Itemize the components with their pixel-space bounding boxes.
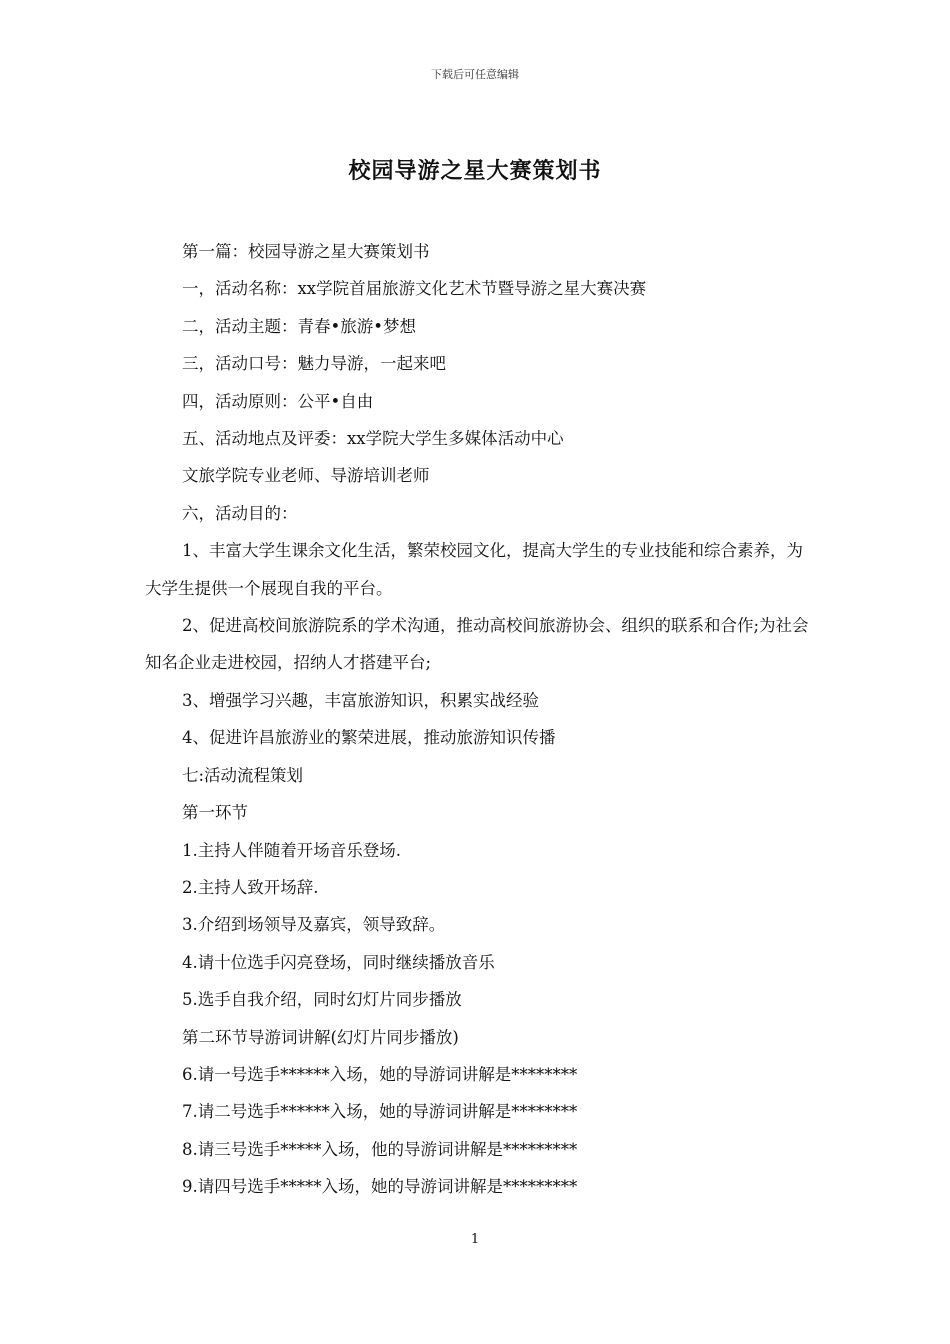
document-title: 校园导游之星大赛策划书 bbox=[348, 158, 602, 184]
paragraph: 4、促进许昌旅游业的繁荣进展，推动旅游知识传播 bbox=[182, 728, 556, 748]
document-body bbox=[145, 233, 810, 1206]
paragraph: 9.请四号选手*****入场，她的导游词讲解是********* bbox=[182, 1177, 578, 1197]
paragraph: 1.主持人伴随着开场音乐登场. bbox=[182, 840, 401, 860]
paragraph: 2、促进高校间旅游院系的学术沟通，推动高校间旅游协会、组织的联系和合作;为社会知名企业走进校园，招纳人才搭建平台; bbox=[145, 616, 809, 673]
paragraph: 3.介绍到场领导及嘉宾，领导致辞。 bbox=[182, 915, 446, 935]
paragraph: 五、活动地点及评委：xx学院大学生多媒体活动中心 bbox=[182, 429, 564, 449]
paragraph: 七:活动流程策划 bbox=[182, 765, 304, 785]
paragraph: 第二环节导游词讲解(幻灯片同步播放) bbox=[182, 1027, 459, 1047]
paragraph: 6.请一号选手******入场，她的导游词讲解是******** bbox=[182, 1064, 578, 1084]
paragraph: 8.请三号选手*****入场，他的导游词讲解是********* bbox=[182, 1139, 578, 1159]
paragraph: 六，活动目的： bbox=[182, 503, 298, 523]
paragraph: 二，活动主题：青春•旅游•梦想 bbox=[182, 316, 416, 336]
paragraph: 3、增强学习兴趣，丰富旅游知识，积累实战经验 bbox=[182, 690, 539, 710]
paragraph: 第一环节 bbox=[182, 803, 248, 823]
page-number: 1 bbox=[470, 1232, 480, 1247]
paragraph: 第一篇：校园导游之星大赛策划书 bbox=[182, 242, 430, 261]
paragraph: 1、丰富大学生课余文化生活，繁荣校园文化，提高大学生的专业技能和综合素养，为大学生提供一个展现自我的平台。 bbox=[145, 541, 803, 598]
paragraph: 四，活动原则：公平•自由 bbox=[182, 391, 374, 411]
paragraph: 4.请十位选手闪亮登场，同时继续播放音乐 bbox=[182, 952, 495, 972]
paragraph: 一，活动名称：xx学院首届旅游文化艺术节暨导游之星大赛决赛 bbox=[182, 279, 647, 299]
paragraph: 5.选手自我介绍，同时幻灯片同步播放 bbox=[182, 990, 462, 1010]
page-header-note: 下载后可任意编辑 bbox=[431, 68, 519, 81]
paragraph: 三，活动口号：魅力导游，一起来吧 bbox=[182, 354, 446, 374]
paragraph: 文旅学院专业老师、导游培训老师 bbox=[182, 466, 430, 486]
paragraph: 7.请二号选手******入场，她的导游词讲解是******** bbox=[182, 1102, 578, 1122]
paragraph: 2.主持人致开场辞. bbox=[182, 877, 319, 897]
